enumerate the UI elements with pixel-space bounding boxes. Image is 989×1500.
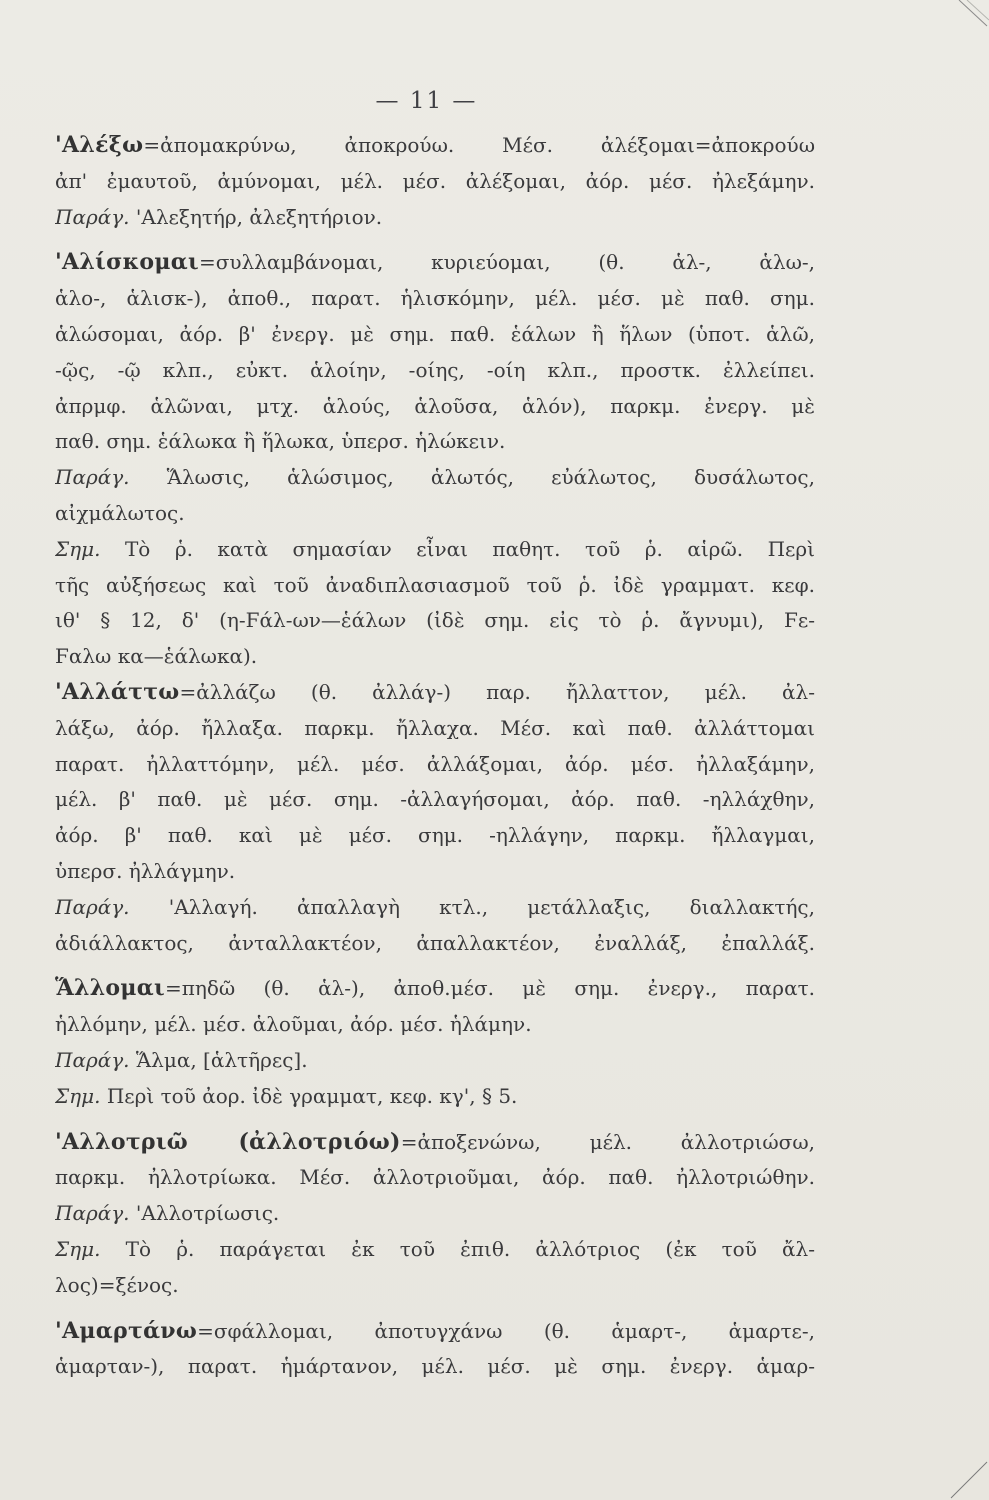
text-line	[55, 747, 815, 783]
entry-headword: 'Αλλάττω	[55, 678, 180, 705]
text-line	[55, 675, 815, 711]
text-line	[55, 782, 815, 818]
section-label: Παράγ.	[55, 465, 130, 490]
text-segment: αἰχμάλωτος.	[55, 500, 185, 525]
entry-gap	[55, 1304, 815, 1314]
text-segment: ἀόρ. β' παθ. καὶ μὲ μέσ. σημ. -ηλλάγην, παρκμ. ἤλλαγμαι,	[55, 823, 815, 848]
text-line	[55, 1007, 815, 1043]
text-segment: ιθ' § 12, δ' (η-Ϝάλ-ων—ἑάλων (ἰδὲ σημ. εἰς τὸ ῥ. ἄγνυμι), Ϝε-	[55, 608, 815, 633]
text-line	[55, 424, 815, 460]
text-line	[55, 164, 815, 200]
entry-headword: Ἅλλομαι	[55, 975, 165, 1002]
text-segment: μέλ. β' παθ. μὲ μέσ. σημ. -ἀλλαγήσομαι, ἀόρ. παθ. -ηλλάχθην,	[55, 787, 815, 812]
text-segment: =ἀπομακρύνω, ἀποκρούω. Μέσ. ἀλέξομαι=ἀποκρούω	[143, 133, 815, 157]
text-segment: ἀδιάλλακτος, ἀνταλλακτέον, ἀπαλλακτέον, ἐναλλάξ, ἐπαλλάξ.	[55, 930, 815, 955]
text-line	[55, 353, 815, 389]
page-corner-mark	[949, 0, 989, 30]
text-segment: ἀπ' ἐμαυτοῦ, ἀμύνομαι, μέλ. μέσ. ἀλέξομαι, ἀόρ. μέσ. ἠλεξάμην.	[55, 168, 815, 193]
page-corner-bottom-mark	[949, 1460, 989, 1500]
text-line	[55, 1349, 815, 1385]
text-line	[55, 1160, 815, 1196]
section-label: Παράγ.	[55, 894, 130, 919]
entry-gap	[55, 235, 815, 245]
section-label: Παράγ.	[55, 1201, 130, 1226]
text-segment: =σφάλλομαι, ἀποτυγχάνω (θ. ἁμαρτ-, ἁμαρτε-,	[197, 1318, 815, 1343]
text-segment: ἀπρμφ. ἁλῶναι, μτχ. ἁλούς, ἁλοῦσα, ἁλόν), παρκμ. ἐνεργ. μὲ	[55, 393, 815, 418]
text-segment: Ἅλμα, [ἁλτῆρες].	[129, 1047, 308, 1072]
text-segment: =ἀποξενώνω, μέλ. ἀλλοτριώσω,	[400, 1129, 815, 1154]
text-segment: ἁλο-, ἁλισκ-), ἀποθ., παρατ. ἡλισκόμην, μέλ. μέσ. μὲ παθ. σημ.	[55, 286, 815, 311]
text-segment: Ϝαλω κα—ἑάλωκα).	[55, 644, 258, 669]
dictionary-text	[55, 128, 815, 1385]
text-segment: παθ. σημ. ἑάλωκα ἢ ἥλωκα, ὑπερσ. ἡλώκειν.	[55, 429, 506, 454]
section-label: Παράγ.	[55, 204, 130, 229]
section-label: Παράγ.	[55, 1047, 130, 1072]
text-line	[55, 245, 815, 281]
text-segment: ἁλώσομαι, ἀόρ. β' ἐνεργ. μὲ σημ. παθ. ἑάλων ἢ ἥλων (ὑποτ. ἁλῶ,	[55, 321, 815, 346]
text-segment: 'Αλλοτρίωσις.	[129, 1201, 280, 1226]
text-segment: ἁμαρταν-), παρατ. ἡμάρτανον, μέλ. μέσ. μὲ σημ. ἐνεργ. ἁμαρ-	[55, 1354, 815, 1379]
text-line	[55, 200, 815, 236]
text-segment: ὑπερσ. ἠλλάγμην.	[55, 858, 236, 883]
section-label: Σημ.	[55, 1236, 101, 1261]
text-segment: Τὸ ῥ. κατὰ σημασίαν εἶναι παθητ. τοῦ ῥ. αἱρῶ. Περὶ	[100, 536, 815, 561]
text-segment: Περὶ τοῦ ἀορ. ἰδὲ γραμματ, κεφ. κγ', § 5.	[100, 1083, 518, 1108]
text-segment: -ῷς, -ῷ κλπ., εὐκτ. ἁλοίην, -οίης, -οίη κλπ., προστκ. ἐλλείπει.	[55, 357, 815, 382]
text-segment: παρκμ. ἠλλοτρίωκα. Μέσ. ἀλλοτριοῦμαι, ἀόρ. παθ. ἠλλοτριώθην.	[55, 1165, 815, 1190]
text-segment: =ἀλλάζω (θ. ἀλλάγ-) παρ. ἤλλαττον, μέλ. ἀλ-	[179, 679, 815, 704]
text-line	[55, 971, 815, 1007]
text-line	[55, 532, 815, 568]
text-segment: ἡλλόμην, μέλ. μέσ. ἁλοῦμαι, ἀόρ. μέσ. ἡλάμην.	[55, 1012, 532, 1037]
entry-gap	[55, 961, 815, 971]
text-line	[55, 1043, 815, 1079]
text-line	[55, 1125, 815, 1161]
text-line	[55, 568, 815, 604]
section-label: Σημ.	[55, 1083, 101, 1108]
text-line	[55, 1079, 815, 1115]
text-line	[55, 1196, 815, 1232]
text-line	[55, 639, 815, 675]
text-line	[55, 926, 815, 962]
text-line	[55, 711, 815, 747]
text-line	[55, 281, 815, 317]
text-line	[55, 854, 815, 890]
text-line	[55, 890, 815, 926]
text-segment: Τὸ ῥ. παράγεται ἐκ τοῦ ἐπιθ. ἀλλότριος (ἐκ τοῦ ἄλ-	[100, 1236, 815, 1261]
text-line	[55, 389, 815, 425]
text-segment: 'Αλλαγή. ἀπαλλαγὴ κτλ., μετάλλαξις, διαλλακτής,	[129, 894, 815, 919]
page-number: — 11 —	[375, 88, 478, 114]
text-segment: =πηδῶ (θ. ἁλ-), ἀποθ.μέσ. μὲ σημ. ἐνεργ., παρατ.	[164, 976, 815, 1001]
text-line	[55, 1232, 815, 1268]
entry-headword: 'Αμαρτάνω	[55, 1317, 198, 1344]
text-segment: τῆς αὐξήσεως καὶ τοῦ ἀναδιπλασιασμοῦ τοῦ ῥ. ἰδὲ γραμματ. κεφ.	[55, 572, 815, 597]
text-segment: 'Αλεξητήρ, ἀλεξητήριον.	[129, 204, 383, 229]
text-line	[55, 1314, 815, 1350]
text-segment: παρατ. ἠλλαττόμην, μέλ. μέσ. ἀλλάξομαι, ἀόρ. μέσ. ἠλλαξάμην,	[55, 751, 815, 776]
text-line	[55, 818, 815, 854]
section-label: Σημ.	[55, 536, 101, 561]
text-segment: =συλλαμβάνομαι, κυριεύομαι, (θ. ἁλ-, ἁλω-,	[198, 250, 815, 275]
text-segment: λος)=ξένος.	[55, 1272, 179, 1297]
text-line	[55, 603, 815, 639]
entry-headword: 'Αλλοτριῶ (ἀλλοτριόω)	[55, 1128, 401, 1155]
entry-gap	[55, 1115, 815, 1125]
entry-headword: 'Αλέξω	[55, 132, 144, 158]
text-segment: λάξω, ἀόρ. ἤλλαξα. παρκμ. ἤλλαχα. Μέσ. καὶ παθ. ἀλλάττομαι	[55, 715, 815, 740]
text-line	[55, 317, 815, 353]
text-segment: Ἅλωσις, ἁλώσιμος, ἁλωτός, εὐάλωτος, δυσάλωτος,	[129, 465, 815, 490]
text-line	[55, 1268, 815, 1304]
entry-headword: 'Αλίσκομαι	[55, 249, 199, 276]
text-line	[55, 496, 815, 532]
text-line	[55, 460, 815, 496]
text-line	[55, 128, 815, 164]
